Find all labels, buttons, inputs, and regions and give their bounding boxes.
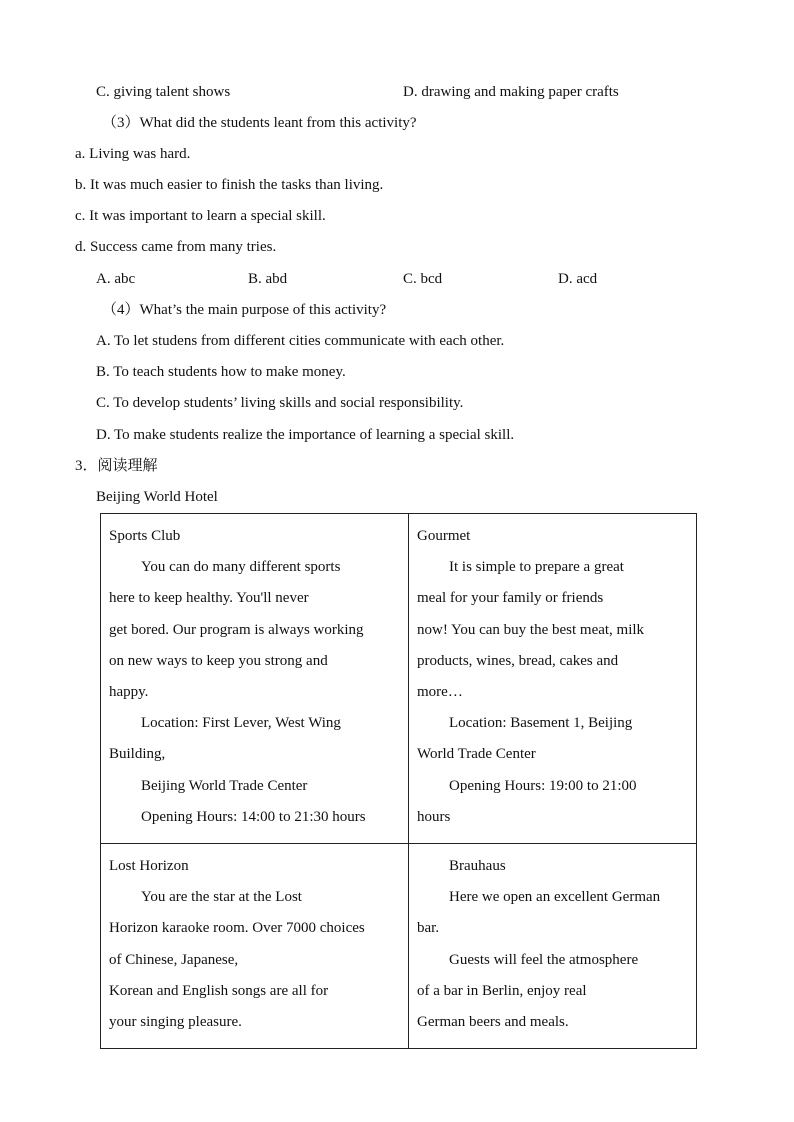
q2-option-c: C. giving talent shows <box>96 84 231 100</box>
q3-option-c: C. bcd <box>403 271 443 287</box>
cell-line: German beers and meals. <box>417 1014 569 1031</box>
brauhaus-cell <box>409 844 697 1049</box>
q3-option-b: B. abd <box>248 271 288 287</box>
cell-line: Beijing World Trade Center <box>141 777 308 794</box>
q4-option-c: C. To develop students’ living skills and social responsibility. <box>96 395 464 411</box>
cell-line: Guests will feel the atmosphere <box>449 951 639 968</box>
q4-option-a: A. To let studens from different cities communicate with each other. <box>96 333 505 349</box>
q4-option-b: B. To teach students how to make money. <box>96 364 346 380</box>
cell-line: Location: Basement 1, Beijing <box>449 715 633 732</box>
table-row <box>101 844 697 1049</box>
cell-line: hours <box>417 808 451 825</box>
q3-statement-c: c. It was important to learn a special skill. <box>75 208 326 224</box>
lost-horizon-cell <box>101 844 409 1049</box>
gourmet-cell <box>409 514 697 844</box>
cell-line: Location: First Lever, West Wing <box>141 715 341 732</box>
q3-option-d: D. acd <box>558 271 598 287</box>
cell-line: Sports Club <box>109 528 181 544</box>
cell-line: Here we open an excellent German <box>449 889 661 906</box>
cell-line: Horizon karaoke room. Over 7000 choices <box>109 920 365 937</box>
cell-line: get bored. Our program is always working <box>109 621 364 638</box>
q4-option-d: D. To make students realize the importance of learning a special skill. <box>96 427 515 443</box>
cell-line: happy. <box>109 684 149 701</box>
q2-option-d: D. drawing and making paper crafts <box>403 84 619 100</box>
hotel-title: Beijing World Hotel <box>96 489 218 505</box>
cell-line: more… <box>417 684 463 701</box>
cell-line: Opening Hours: 14:00 to 21:30 hours <box>141 808 366 825</box>
cell-line: of Chinese, Japanese, <box>109 951 239 968</box>
q3-option-a: A. abc <box>96 271 136 287</box>
hotel-table <box>100 513 697 1049</box>
cell-line: Gourmet <box>417 528 471 544</box>
q3-statement-d: d. Success came from many tries. <box>75 239 277 255</box>
cell-line: Lost Horizon <box>109 858 189 875</box>
cell-line: of a bar in Berlin, enjoy real <box>417 982 587 999</box>
q3-statement-b: b. It was much easier to finish the tasks than living. <box>75 177 384 193</box>
cell-line: Brauhaus <box>449 858 506 875</box>
cell-line: meal for your family or friends <box>417 590 604 607</box>
sports-club-cell <box>101 514 409 844</box>
q3-question: （3）What did the students leant from this activity? <box>102 115 417 131</box>
cell-line: World Trade Center <box>417 746 536 763</box>
q3-statement-a: a. Living was hard. <box>75 146 191 162</box>
cell-line: on new ways to keep you strong and <box>109 652 328 669</box>
cell-line: now! You can buy the best meat, milk <box>417 621 645 638</box>
cell-line: your singing pleasure. <box>109 1014 242 1031</box>
cell-line: Opening Hours: 19:00 to 21:00 <box>449 777 637 794</box>
cell-line: Building, <box>109 746 166 763</box>
cell-line: It is simple to prepare a great <box>449 559 624 576</box>
cell-line: You are the star at the Lost <box>141 889 302 906</box>
section-heading: 3．阅读理解 <box>75 458 158 474</box>
cell-line: bar. <box>417 920 440 937</box>
cell-line: You can do many different sports <box>141 559 341 576</box>
cell-line: Korean and English songs are all for <box>109 982 329 999</box>
table-row <box>101 514 697 844</box>
cell-line: products, wines, bread, cakes and <box>417 652 619 669</box>
cell-line: here to keep healthy. You'll never <box>109 590 309 607</box>
q4-question: （4）What’s the main purpose of this activity? <box>102 302 387 318</box>
